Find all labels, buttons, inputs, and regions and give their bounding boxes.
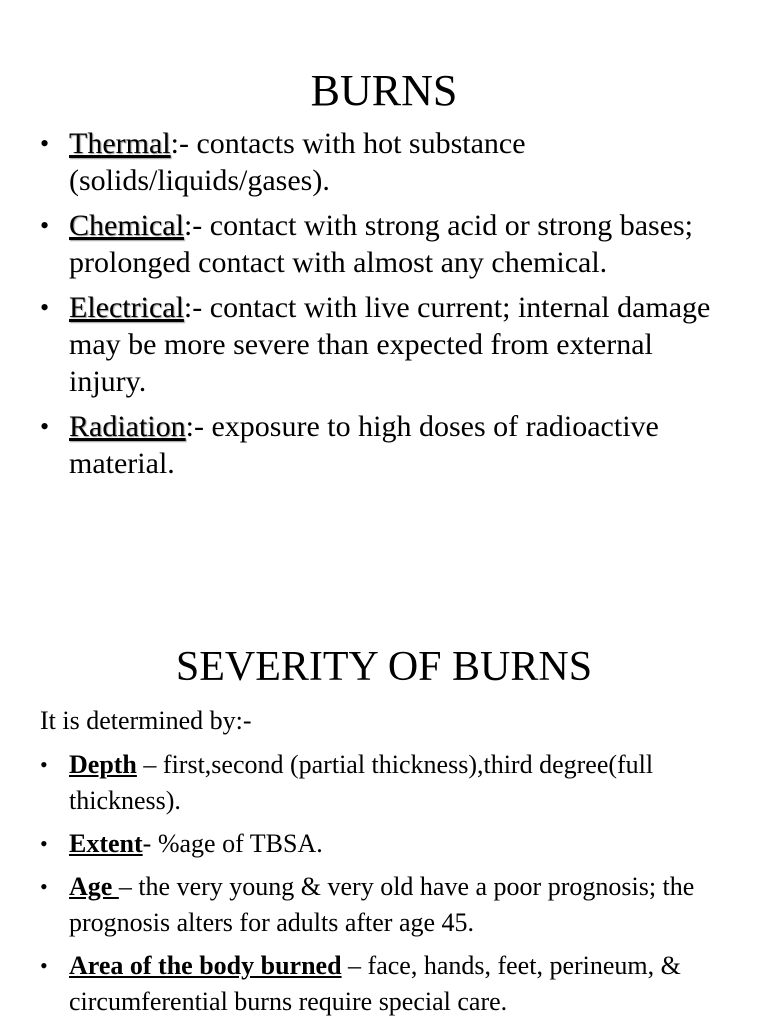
list-item-electrical — [0, 289, 735, 400]
term-label: Depth — [69, 750, 137, 779]
bullet-icon: • — [40, 211, 50, 240]
term-description: - %age of TBSA. — [142, 829, 323, 858]
slide-title: SEVERITY OF BURNS — [175, 644, 593, 690]
term-description: :- contact with strong acid or strong bases; prolonged contact with almost any chemical. — [69, 209, 694, 279]
list-item-chemical — [0, 207, 735, 281]
bullet-icon: • — [40, 412, 50, 441]
term-label: Thermal — [69, 127, 171, 160]
term-description: – first,second (partial thickness),third degree(full thickness). — [69, 750, 654, 815]
bullet-icon: • — [40, 953, 48, 978]
term-label: Radiation — [69, 410, 186, 443]
term-description: :- contacts with hot substance (solids/liquids/gases). — [69, 127, 526, 197]
list-item-depth — [0, 747, 735, 819]
bullet-icon: • — [40, 874, 48, 899]
list-item-radiation — [0, 408, 735, 482]
list-item-extent — [0, 826, 735, 862]
term-label: Age — [69, 872, 119, 901]
term-label: Extent — [69, 829, 143, 858]
term-description: – the very young & very old have a poor prognosis; the prognosis alters for adults after age 45. — [69, 872, 695, 937]
bullet-icon: • — [40, 129, 50, 158]
term-description: :- contact with live current; internal damage may be more severe than expected from external injury. — [69, 291, 711, 398]
term-description: – face, hands, feet, perineum, & circumferential burns require special care. — [69, 951, 681, 1016]
intro-text: It is determined by:- — [40, 706, 252, 735]
slide-severity — [0, 560, 768, 1024]
term-description: :- exposure to high doses of radioactive material. — [69, 410, 659, 480]
list-item-area-burned — [0, 948, 735, 1020]
term-label: Area of the body burned — [69, 951, 342, 980]
bullet-icon: • — [40, 752, 48, 777]
list-item-age — [0, 869, 735, 941]
burn-types-list — [0, 125, 735, 490]
list-item-thermal — [0, 125, 735, 199]
bullet-icon: • — [40, 293, 50, 322]
term-label: Chemical — [69, 209, 184, 242]
bullet-icon: • — [40, 831, 48, 856]
slide-title: BURNS — [310, 66, 458, 115]
severity-factors-list — [0, 747, 735, 1027]
term-label: Electrical — [69, 291, 184, 324]
